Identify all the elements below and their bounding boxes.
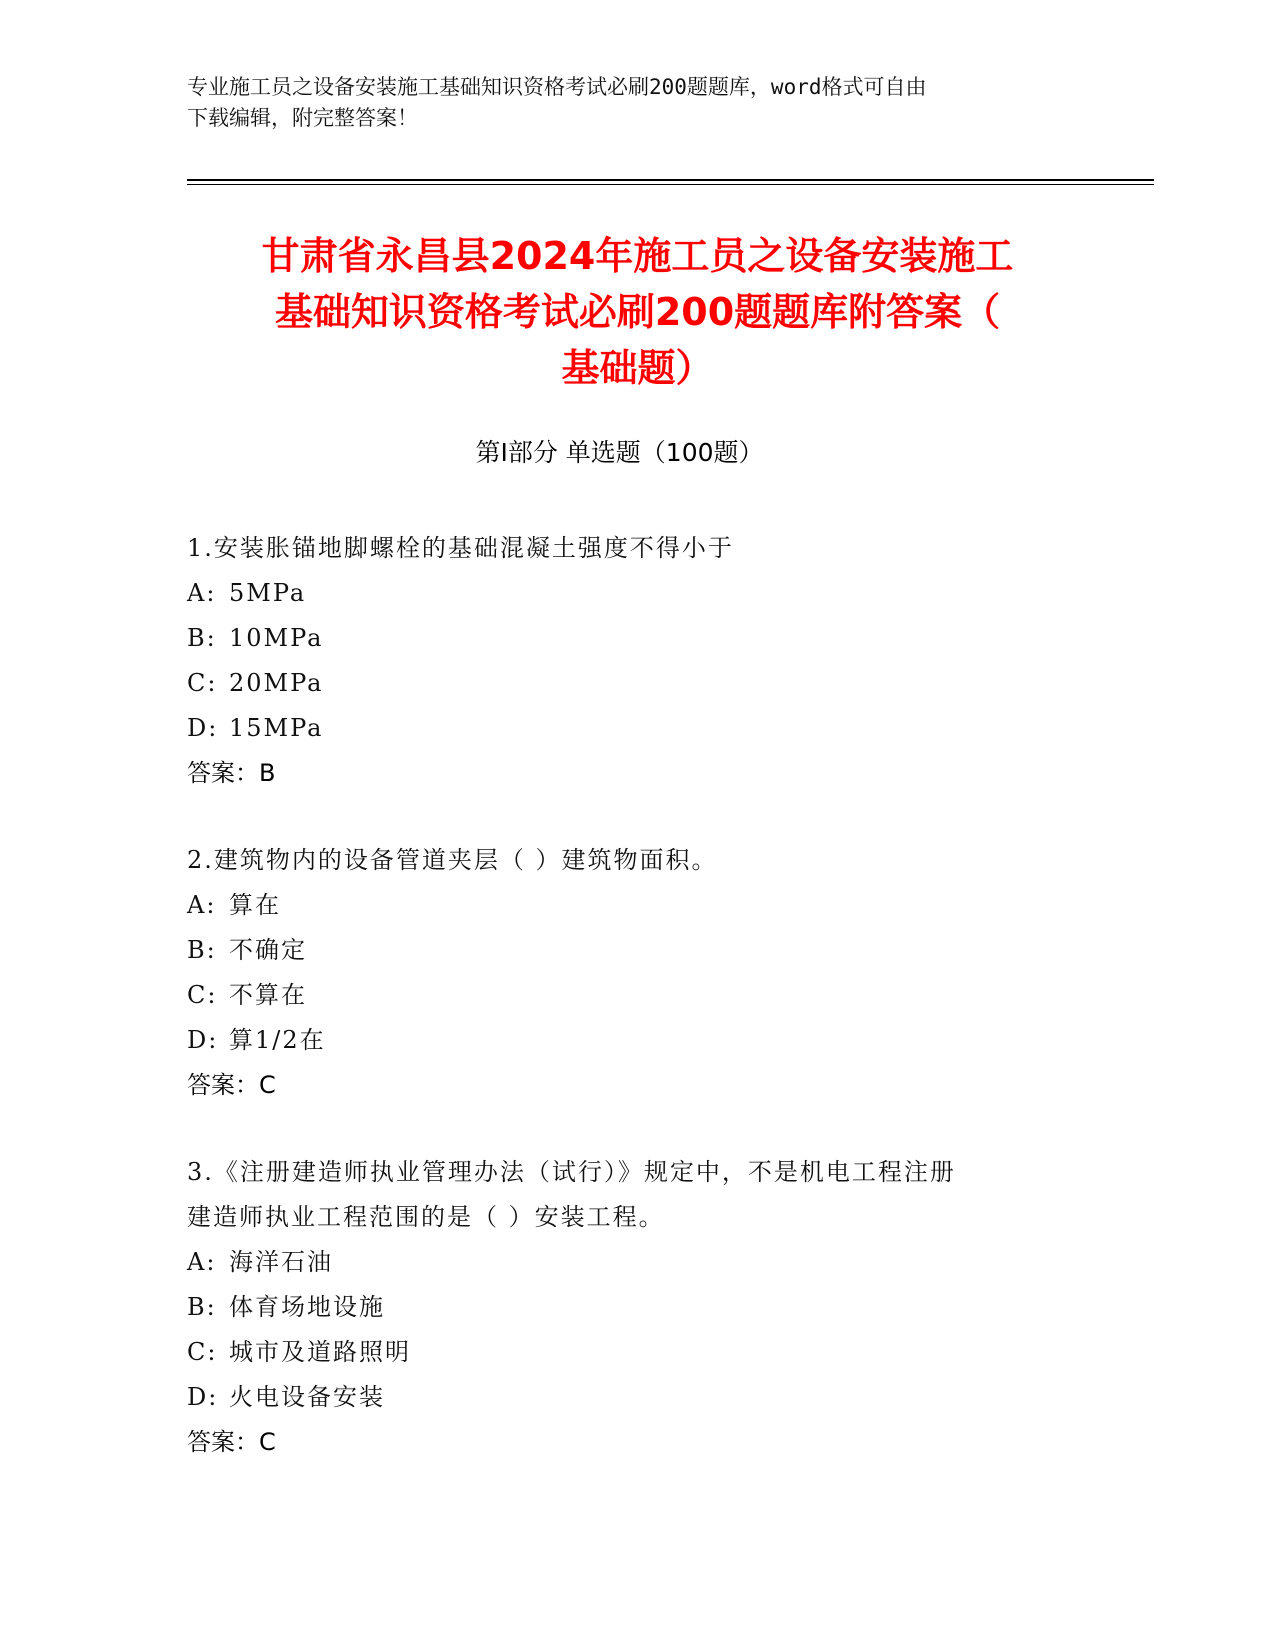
option-text: 5MPa <box>229 579 307 607</box>
option-text: 城市及道路照明 <box>229 1338 411 1366</box>
option-b <box>187 928 1087 973</box>
option-d <box>187 1375 1087 1420</box>
option-text: 10MPa <box>229 624 324 652</box>
option-key: A: <box>187 1248 217 1276</box>
page-title-line-2: 基础知识资格考试必刷200题题库附答案（ <box>274 290 1001 334</box>
option-text: 海洋石油 <box>229 1248 333 1276</box>
option-d <box>187 1018 1087 1063</box>
header-rule-thin <box>187 184 1154 185</box>
option-text: 不算在 <box>229 981 307 1009</box>
question-list <box>187 526 1087 1507</box>
option-b <box>187 616 1087 661</box>
question-stem-line-2: 建造师执业工程范围的是（ ）安装工程。 <box>187 1203 665 1231</box>
header-note-line-2: 下载编辑，附完整答案！ <box>187 106 418 130</box>
section-title: 第Ⅰ部分 单选题（100题） <box>475 438 764 467</box>
question-stem-line-1: 3.《注册建造师执业管理办法（试行）》规定中，不是机电工程注册 <box>187 1158 956 1186</box>
option-c <box>187 1330 1087 1375</box>
option-a <box>187 883 1087 928</box>
page-title-line-3: 基础题） <box>561 346 714 390</box>
option-key: B: <box>187 624 217 652</box>
option-c <box>187 973 1087 1018</box>
header-rule-thick <box>187 179 1154 181</box>
option-text: 算在 <box>229 891 281 919</box>
option-a <box>187 1240 1087 1285</box>
option-key: D: <box>187 1383 219 1411</box>
option-key: C: <box>187 981 218 1009</box>
option-text: 火电设备安装 <box>229 1383 385 1411</box>
header-note-line-1: 专业施工员之设备安装施工基础知识资格考试必刷200题题库，word格式可自由 <box>187 75 927 99</box>
option-text: 体育场地设施 <box>229 1293 385 1321</box>
option-b <box>187 1285 1087 1330</box>
option-key: C: <box>187 1338 218 1366</box>
answer-line: 答案：B <box>187 759 276 787</box>
page-title <box>160 228 1115 396</box>
header-note <box>187 72 1087 134</box>
option-text: 不确定 <box>229 936 307 964</box>
question-item <box>187 1150 1087 1465</box>
option-a <box>187 571 1087 616</box>
option-text: 15MPa <box>229 714 324 742</box>
page-title-line-1: 甘肃省永昌县2024年施工员之设备安装施工 <box>261 234 1014 278</box>
option-text: 20MPa <box>229 669 324 697</box>
option-key: D: <box>187 714 219 742</box>
option-key: C: <box>187 669 218 697</box>
question-stem: 1.安装胀锚地脚螺栓的基础混凝土强度不得小于 <box>187 534 734 562</box>
option-text: 算1/2在 <box>229 1026 326 1054</box>
question-item <box>187 526 1087 796</box>
option-key: A: <box>187 579 217 607</box>
option-key: B: <box>187 936 217 964</box>
answer-line: 答案：C <box>187 1428 276 1456</box>
option-d <box>187 706 1087 751</box>
answer-line: 答案：C <box>187 1071 276 1099</box>
question-stem: 2.建筑物内的设备管道夹层（ ）建筑物面积。 <box>187 846 718 874</box>
question-item <box>187 838 1087 1108</box>
option-key: A: <box>187 891 217 919</box>
option-key: B: <box>187 1293 217 1321</box>
option-key: D: <box>187 1026 219 1054</box>
option-c <box>187 661 1087 706</box>
